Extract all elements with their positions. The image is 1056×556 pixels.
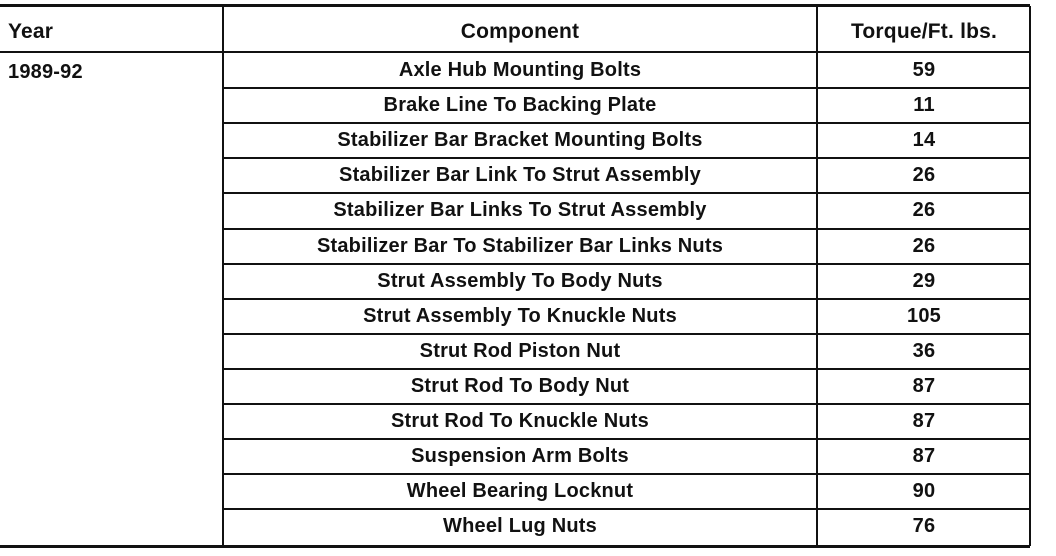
row-separator	[222, 87, 1030, 89]
row-separator	[222, 228, 1030, 230]
row-separator	[222, 298, 1030, 300]
row-separator	[222, 192, 1030, 194]
torque-cell: 59	[912, 59, 936, 81]
torque-cell: 26	[912, 235, 936, 257]
row-separator	[222, 508, 1030, 510]
torque-cell: 87	[912, 375, 936, 397]
torque-cell: 76	[912, 515, 936, 537]
torque-cell: 29	[912, 270, 936, 292]
component-cell: Wheel Bearing Locknut	[406, 480, 634, 502]
row-separator	[222, 263, 1030, 265]
row-separator	[222, 333, 1030, 335]
component-cell: Stabilizer Bar Bracket Mounting Bolts	[337, 129, 703, 151]
torque-cell: 14	[912, 129, 936, 151]
bottom-rule	[0, 545, 1030, 548]
header-torque: Torque/Ft. lbs.	[850, 20, 998, 43]
component-cell: Strut Assembly To Knuckle Nuts	[363, 305, 677, 327]
row-separator	[222, 403, 1030, 405]
torque-cell: 26	[912, 199, 936, 221]
component-cell: Suspension Arm Bolts	[411, 445, 629, 467]
component-cell: Strut Rod To Body Nut	[410, 375, 630, 397]
row-separator	[222, 122, 1030, 124]
component-cell: Brake Line To Backing Plate	[383, 94, 657, 116]
torque-cell: 90	[912, 480, 936, 502]
component-cell: Axle Hub Mounting Bolts	[398, 59, 642, 81]
component-cell: Strut Assembly To Body Nuts	[377, 270, 663, 292]
component-cell: Wheel Lug Nuts	[443, 515, 597, 537]
torque-cell: 105	[907, 305, 941, 327]
row-separator	[222, 473, 1030, 475]
component-cell: Stabilizer Bar To Stabilizer Bar Links Nuts	[316, 235, 724, 257]
component-cell: Strut Rod Piston Nut	[419, 340, 621, 362]
component-cell: Strut Rod To Knuckle Nuts	[391, 410, 649, 432]
torque-cell: 87	[912, 410, 936, 432]
component-cell: Stabilizer Bar Links To Strut Assembly	[333, 199, 707, 221]
row-separator	[222, 438, 1030, 440]
component-cell: Stabilizer Bar Link To Strut Assembly	[339, 164, 701, 186]
row-separator	[222, 157, 1030, 159]
row-separator	[222, 368, 1030, 370]
top-rule	[0, 4, 1030, 7]
header-component: Component	[460, 20, 580, 43]
torque-cell: 26	[912, 164, 936, 186]
torque-cell: 36	[912, 340, 936, 362]
torque-cell: 87	[912, 445, 936, 467]
year-value: 1989-92	[8, 61, 83, 83]
torque-cell: 11	[913, 94, 935, 116]
header-year: Year	[8, 20, 54, 43]
